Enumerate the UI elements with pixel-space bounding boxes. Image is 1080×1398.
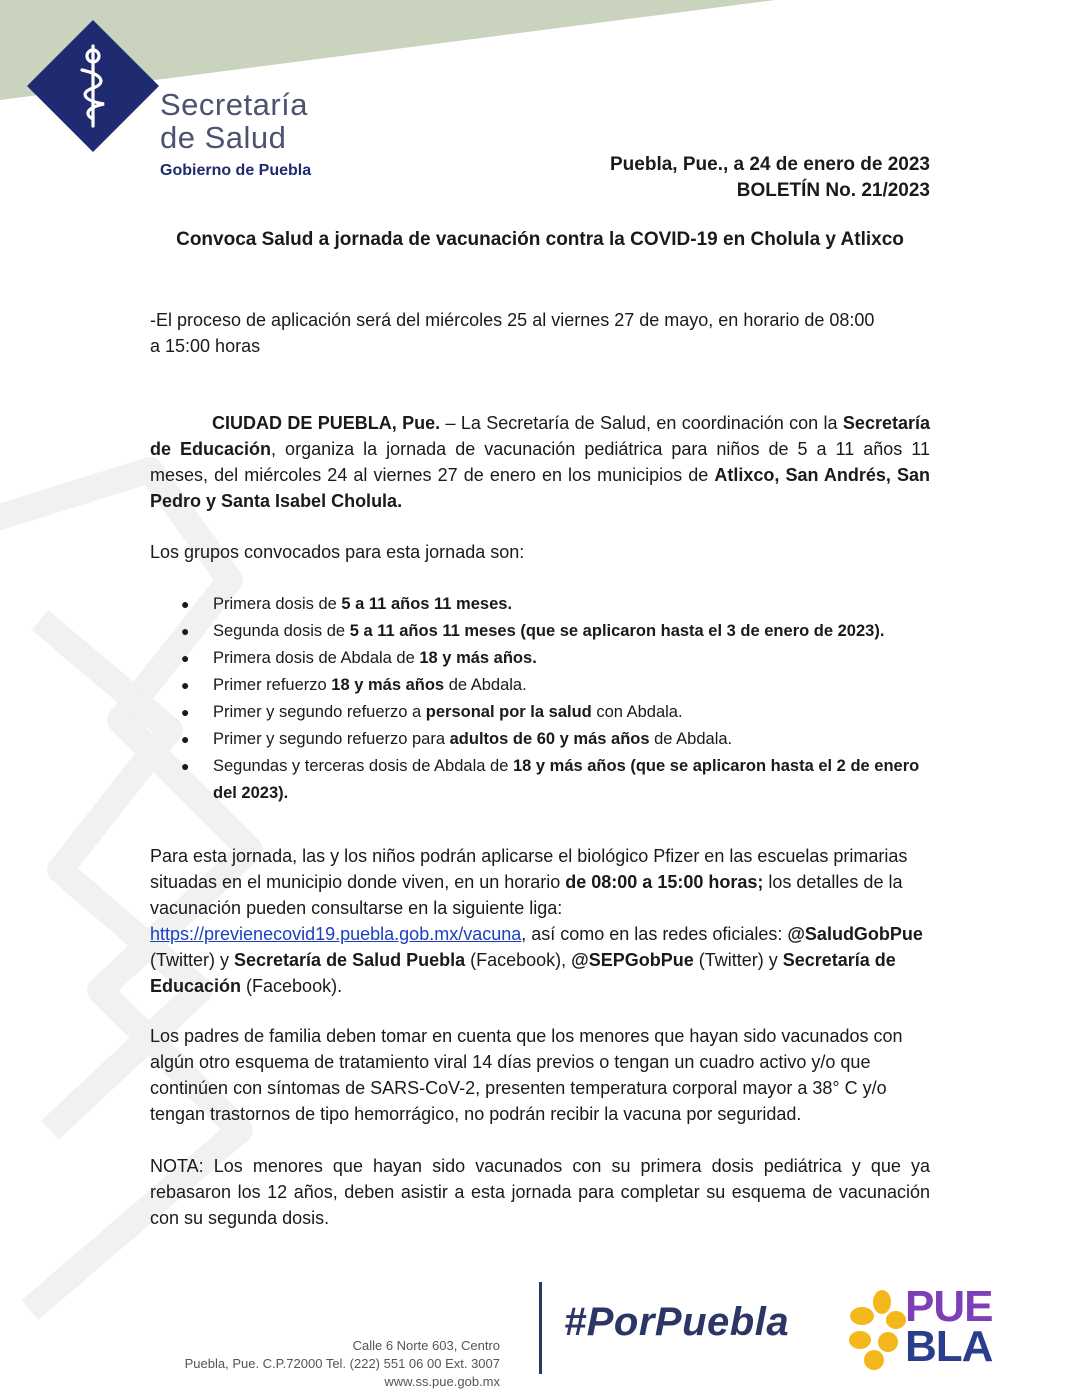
footer-address: Calle 6 Norte 603, Centro Puebla, Pue. C.P.72000 Tel. (222) 551 06 00 Ext. 3007 www.ss.pue.gob.mx xyxy=(184,1338,500,1389)
bulletin-number: BOLETÍN No. 21/2023 xyxy=(736,180,930,201)
subhead-line-2: a 15:00 horas xyxy=(150,336,261,356)
secretaria-salud-logo xyxy=(27,20,159,152)
list-item: ● Primer y segundo refuerzo a personal por la salud con Abdala. xyxy=(185,699,935,726)
hashtag-porpuebla: #PorPuebla xyxy=(564,1300,790,1344)
list-item: ● Primer y segundo refuerzo para adultos de 60 y más años de Abdala. xyxy=(185,726,935,753)
puebla-flower-icon xyxy=(848,1290,910,1372)
vaccine-info-link[interactable]: https://previenecovid19.puebla.gob.mx/vacuna xyxy=(150,924,522,944)
brand-government: Gobierno de Puebla xyxy=(160,162,312,179)
facebook-page-salud: Secretaría de Salud Puebla xyxy=(234,950,466,970)
puebla-logo-top: PUE xyxy=(905,1282,993,1331)
puebla-logo-text xyxy=(905,1282,993,1371)
footer-divider xyxy=(539,1282,542,1374)
list-item: ● Primera dosis de Abdala de 18 y más años. xyxy=(185,645,935,672)
brand-line-2: de Salud xyxy=(160,120,287,155)
paragraph-2: Para esta jornada, las y los niños podrán aplicarse el biológico Pfizer en las escuelas primarias situadas en el municipio donde viven, en un horario de 08:00 a 15:00 horas; los detalles de la vacunación pueden consultarse en la siguiente liga: https://previenecovid19.puebla.gob.mx/vacuna, así como en las redes oficiales: @SaludGobPue (Twitter) y Secretaría de Salud Puebla (Facebook), @SEPGobPue (Twitter) y Secretaría de Educación (Facebook). xyxy=(150,846,923,996)
subhead-line-1: -El proceso de aplicación será del miércoles 25 al viernes 27 de mayo, en horario de 08:00 xyxy=(150,310,875,330)
list-item: ● Primera dosis de 5 a 11 años 11 meses. xyxy=(185,591,935,618)
groups-list xyxy=(185,591,935,807)
paragraph-3: Los padres de familia deben tomar en cuenta que los menores que hayan sido vacunados con algún otro esquema de tratamiento viral 14 días previos o tengan un cuadro activo y/o que continúen con síntomas de SARS-CoV-2, presenten temperatura corporal mayor a 38° C y/o tengan trastornos de tipo hemorrágico, no podrán recibir la vacuna por seguridad. xyxy=(150,1026,903,1124)
twitter-handle-salud: @SaludGobPue xyxy=(787,924,923,944)
brand-text xyxy=(160,88,311,180)
groups-intro: Los grupos convocados para esta jornada son: xyxy=(150,542,525,562)
facebook-page-sep: Secretaría de Educación xyxy=(150,950,896,996)
list-item: ● Segundas y terceras dosis de Abdala de 18 y más años (que se aplicaron hasta el 2 de enero del 2023). xyxy=(185,753,935,807)
subhead xyxy=(150,307,930,359)
brand-line-1: Secretaría xyxy=(160,87,309,122)
dateline-place: CIUDAD DE PUEBLA, Pue. xyxy=(212,413,441,433)
puebla-logo-bottom: BLA xyxy=(905,1322,993,1371)
list-item: ● Segunda dosis de 5 a 11 años 11 meses (que se aplicaron hasta el 3 de enero de 2023). xyxy=(185,618,935,645)
list-item: ● Primer refuerzo 18 y más años de Abdala. xyxy=(185,672,935,699)
headline: Convoca Salud a jornada de vacunación contra la COVID-19 en Cholula y Atlixco xyxy=(176,229,904,250)
paragraph-4-note: NOTA: Los menores que hayan sido vacunados con su primera dosis pediátrica y que ya rebasaron los 12 años, deben asistir a esta jornada para completar su esquema de vacunación con su segunda dosis. xyxy=(150,1156,930,1228)
date-block xyxy=(610,152,930,204)
date-line: Puebla, Pue., a 24 de enero de 2023 xyxy=(610,154,930,175)
twitter-handle-sep: @SEPGobPue xyxy=(571,950,694,970)
paragraph-1: CIUDAD DE PUEBLA, Pue. – La Secretaría de Salud, en coordinación con la Secretaría de Educación, organiza la jornada de vacunación pediátrica para niños de 5 a 11 años 11 meses, del miércoles 24 al viernes 27 de enero en los municipios de Atlixco, San Andrés, San Pedro y Santa Isabel Cholula. xyxy=(150,413,930,511)
